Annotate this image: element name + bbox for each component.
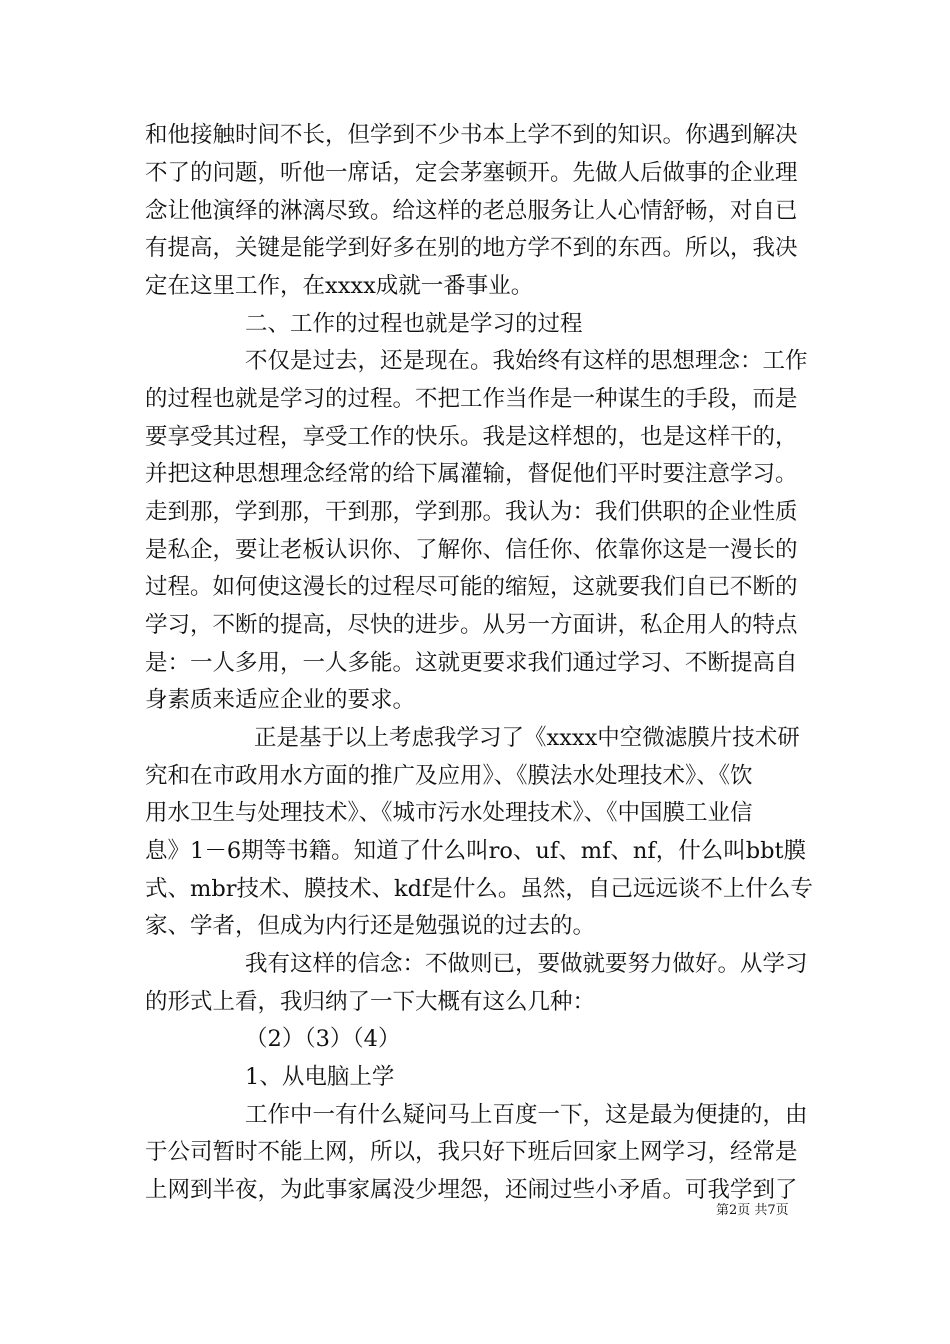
body-text-line: 我有这样的信念：不做则已，要做就要努力做好。从学习 [245, 951, 808, 977]
body-text-line: 定在这里工作，在xxxx成就一番事业。 [145, 273, 534, 299]
body-text-line: 的形式上看，我归纳了一下大概有这么几种： [145, 989, 596, 1015]
body-text-line: 是：一人多用，一人多能。这就更要求我们通过学习、不断提高自 [145, 650, 798, 676]
section-heading: 二、工作的过程也就是学习的过程 [245, 311, 583, 337]
body-text-line: 究和在市政用水方面的推广及应用》、《膜法水处理技术》、《饮 [145, 763, 753, 789]
body-text-line: 并把这种思想理念经常的给下属灌输，督促他们平时要注意学习。 [145, 461, 798, 487]
body-text-line: 上网到半夜，为此事家属没少埋怨，还闹过些小矛盾。可我学到了 [145, 1177, 798, 1203]
page-number-footer: 第2页 共7页 [716, 1203, 789, 1218]
body-text-line: 式、mbr技术、膜技术、kdf是什么。虽然，自己远远谈不上什么专 [145, 876, 813, 902]
body-text-line: 家、学者，但成为内行还是勉强说的过去的。 [145, 913, 596, 939]
body-text-line: 工作中一有什么疑问马上百度一下，这是最为便捷的，由 [245, 1102, 808, 1128]
body-text-line: 不了的问题，听他一席话，定会茅塞顿开。先做人后做事的企业理 [145, 160, 798, 186]
body-text-line: 要享受其过程，享受工作的快乐。我是这样想的，也是这样干的， [145, 424, 798, 450]
body-text-line: 息》1－6期等书籍。知道了什么叫ro、uf、mf、nf，什么叫bbt膜 [145, 838, 807, 864]
body-text-line: 学习，不断的提高，尽快的进步。从另一方面讲，私企用人的特点 [145, 612, 798, 638]
body-text-line: 有提高，关键是能学到好多在别的地方学不到的东西。所以，我决 [145, 235, 798, 261]
body-text-line: 过程。如何使这漫长的过程尽可能的缩短，这就要我们自已不断的 [145, 574, 798, 600]
body-text-line: 于公司暂时不能上网，所以，我只好下班后回家上网学习，经常是 [145, 1139, 798, 1165]
list-markers: （2）（3）（4） [245, 1026, 401, 1052]
body-text-line: 用水卫生与处理技术》、《城市污水处理技术》、《中国膜工业信 [145, 800, 753, 826]
body-text-line: 正是基于以上考虑我学习了《xxxx中空微滤膜片技术研 [254, 725, 800, 751]
body-text-line: 念让他演绎的淋漓尽致。给这样的老总服务让人心情舒畅，对自已 [145, 198, 798, 224]
body-text-line: 身素质来适应企业的要求。 [145, 687, 416, 713]
body-text-line: 是私企，要让老板认识你、了解你、信任你、依靠你这是一漫长的 [145, 537, 798, 563]
body-text-line: 的过程也就是学习的过程。不把工作当作是一种谋生的手段，而是 [145, 386, 798, 412]
body-text-line: 和他接触时间不长，但学到不少书本上学不到的知识。你遇到解决 [145, 122, 798, 148]
body-text-line: 走到那，学到那，干到那，学到那。我认为：我们供职的企业性质 [145, 499, 798, 525]
subsection-heading: 1、从电脑上学 [245, 1064, 395, 1090]
body-text-line: 不仅是过去，还是现在。我始终有这样的思想理念：工作 [245, 348, 808, 374]
